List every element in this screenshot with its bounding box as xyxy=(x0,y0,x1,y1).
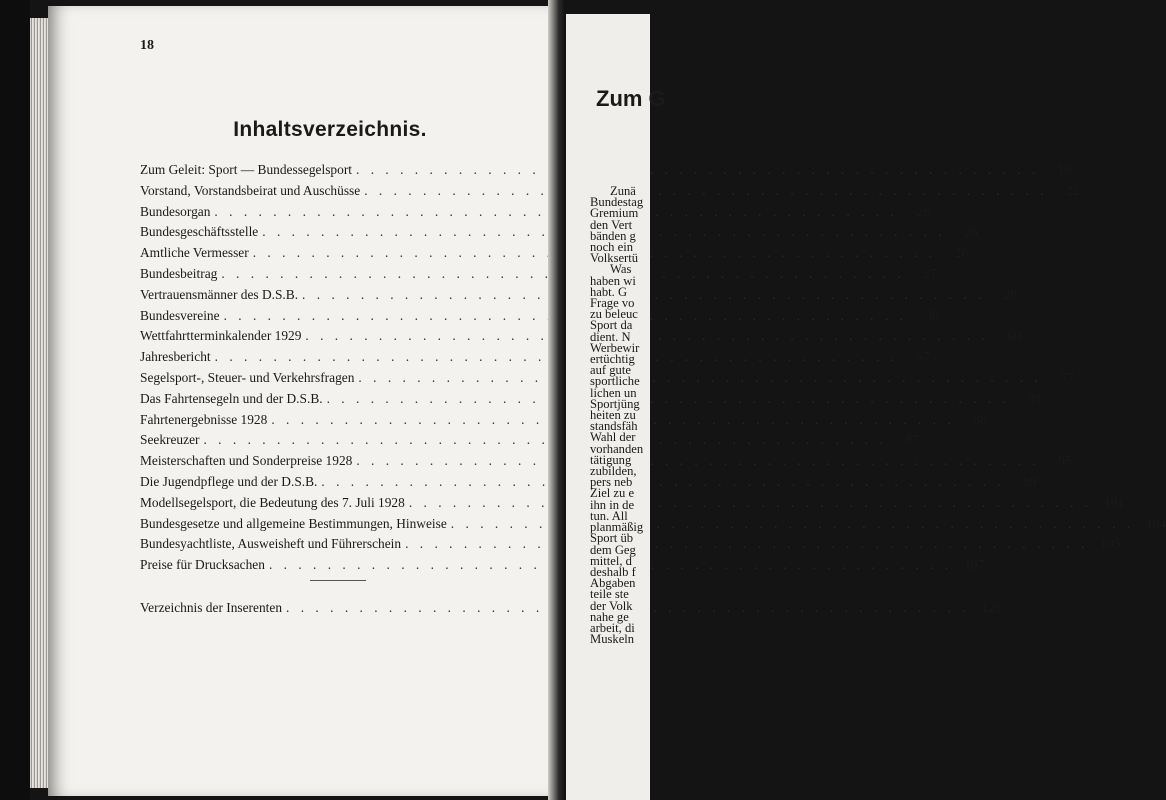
leader-dots xyxy=(409,493,1092,514)
right-page-line: Muskeln xyxy=(590,632,635,647)
right-page-line: Frage vo xyxy=(590,296,635,311)
right-page-line: heiten zu xyxy=(590,408,636,423)
right-page-line: Wahl der xyxy=(590,430,636,445)
right-page-line: vorhanden xyxy=(590,441,644,456)
right-page-line: lichen un xyxy=(590,385,637,400)
toc-label: Zum Geleit: Sport — Bundessegelsport xyxy=(140,162,352,177)
leader-dots xyxy=(364,181,1047,202)
toc-label: Modellsegelsport, die Bedeutung des 7. Juli 1928 xyxy=(140,494,405,510)
right-page-line: habt. G xyxy=(590,284,628,299)
right-page-line: ertüchtig xyxy=(590,352,635,367)
book-edge-shadow xyxy=(0,0,30,800)
toc-page-number: 101 xyxy=(1104,494,1125,510)
toc-page-number: 99 xyxy=(1023,473,1037,489)
right-page-line: Ziel zu e xyxy=(590,486,635,501)
leader-dots xyxy=(358,368,1041,389)
right-page-line: sportliche xyxy=(590,374,640,389)
toc-label: Die Jugendpflege und der D.S.B. xyxy=(140,473,318,489)
right-page-line: Sportjüng xyxy=(590,396,640,411)
toc-page-number: 26 xyxy=(916,203,930,219)
right-page-line: deshalb f xyxy=(590,564,636,579)
toc-label: Vertrauensmänner des D.S.B. xyxy=(140,286,299,302)
right-page-line: haben wi xyxy=(590,273,636,288)
right-page-line: pers neb xyxy=(590,475,633,490)
toc-label: Bundesvereine xyxy=(140,307,220,323)
toc-label: Bundesorgan xyxy=(140,203,211,219)
right-page-line: zubilden, xyxy=(590,464,637,479)
right-page-line: Zunä xyxy=(610,184,636,198)
toc-label: Amtliche Vermesser xyxy=(140,245,249,261)
leader-dots xyxy=(356,451,1039,472)
toc-label: Fahrtenergebnisse 1928 xyxy=(140,411,268,427)
toc-page-number: 19 xyxy=(1057,162,1072,177)
toc-label: Jahresbericht xyxy=(140,349,211,365)
toc-page-number: 26 xyxy=(964,224,978,240)
toc-label: Segelsport-, Steuer- und Verkehrsfragen xyxy=(140,369,355,385)
right-page-text xyxy=(590,186,643,645)
toc-page-number: 129 xyxy=(981,600,1002,615)
page-number: 18 xyxy=(140,38,154,53)
toc-page-number: 67 xyxy=(916,349,930,365)
right-page-line: teile ste xyxy=(590,587,629,602)
toc-label: Vorstand, Vorstandsbeirat und Auschüsse xyxy=(140,182,361,198)
toc-label: Wettfahrtterminkalender 1929 xyxy=(140,328,302,344)
right-page-line: mittel, d xyxy=(590,553,632,568)
right-page-line: planmäßig xyxy=(590,520,644,535)
right-page-line: der Volk xyxy=(590,598,633,613)
toc-row xyxy=(140,160,1072,181)
toc-page-number: 77 xyxy=(1060,369,1074,385)
right-page-line: den Vert xyxy=(590,217,633,232)
leader-dots xyxy=(356,160,1039,181)
leader-dots xyxy=(203,430,886,451)
right-page-line: standsfäh xyxy=(590,419,638,434)
right-page-line: auf gute xyxy=(590,363,631,378)
page-title: Inhaltsverzeichnis. xyxy=(233,118,427,141)
right-page-line: Volksertü xyxy=(590,251,639,266)
right-page-line: tun. All xyxy=(590,508,628,523)
right-page-line: Sport da xyxy=(590,318,633,333)
right-page-line: dient. N xyxy=(590,329,631,344)
toc-page-number: 95 xyxy=(1058,453,1072,469)
toc-label: Bundesgeschäftsstelle xyxy=(140,224,259,240)
toc-label: Bundesbeitrag xyxy=(140,265,218,281)
right-page-line: Was xyxy=(610,262,632,277)
right-page-line: Bundestag xyxy=(590,195,644,210)
toc-page-number: 26 xyxy=(954,245,969,261)
toc-page-number: 105 xyxy=(1100,536,1121,552)
right-page-line: arbeit, di xyxy=(590,620,635,635)
right-page-line: zu beleuc xyxy=(590,307,638,322)
right-page-line: noch ein xyxy=(590,240,634,255)
toc-label: Bundesgesetze und allgemeine Bestimmungen, Hinweise xyxy=(140,515,447,531)
right-page-line: Gremium xyxy=(590,206,639,221)
right-page-heading: Zum G xyxy=(596,86,666,111)
leader-dots xyxy=(405,531,1088,555)
right-page xyxy=(566,14,666,800)
divider xyxy=(310,580,366,581)
toc-label: Meisterschaften und Sonderpreise 1928 xyxy=(140,453,353,469)
toc-page-number: 107 xyxy=(964,557,985,573)
toc-label: Bundesyachtliste, Ausweisheft und Führerschein xyxy=(140,536,402,552)
right-page-line: bänden g xyxy=(590,228,636,243)
toc-page-number: 28 xyxy=(1004,286,1018,302)
toc-label: Das Fahrtensegeln und der D.S.B. xyxy=(140,390,323,406)
leader-dots xyxy=(327,385,1010,410)
toc-page-number: 87 xyxy=(905,432,919,448)
book-gutter xyxy=(548,0,566,800)
toc-page-number: 81 xyxy=(1028,390,1042,406)
right-page-line: dem Geg xyxy=(590,542,636,557)
toc-label: Verzeichnis der Inserenten xyxy=(140,600,283,615)
toc-page-number: 22 xyxy=(1066,182,1080,198)
toc-label: Preise für Drucksachen xyxy=(140,557,265,573)
right-page-line: nahe ge xyxy=(590,609,629,624)
right-page-line: Sport üb xyxy=(590,531,634,546)
leader-dots xyxy=(321,472,1004,493)
right-page-line: Abgaben xyxy=(590,576,636,591)
toc-page-number: 60 xyxy=(1007,328,1021,344)
toc-page-number: 88 xyxy=(973,411,987,427)
right-page-line: ihn in de xyxy=(590,497,635,512)
toc-page-number: 30 xyxy=(925,307,939,323)
toc-page-number: 27 xyxy=(923,265,937,281)
right-page-line: tätigung xyxy=(590,452,632,467)
right-page-line: Werbewir xyxy=(590,340,640,355)
toc-label: Seekreuzer xyxy=(140,432,200,448)
toc-page-number: 104 xyxy=(1146,515,1166,531)
